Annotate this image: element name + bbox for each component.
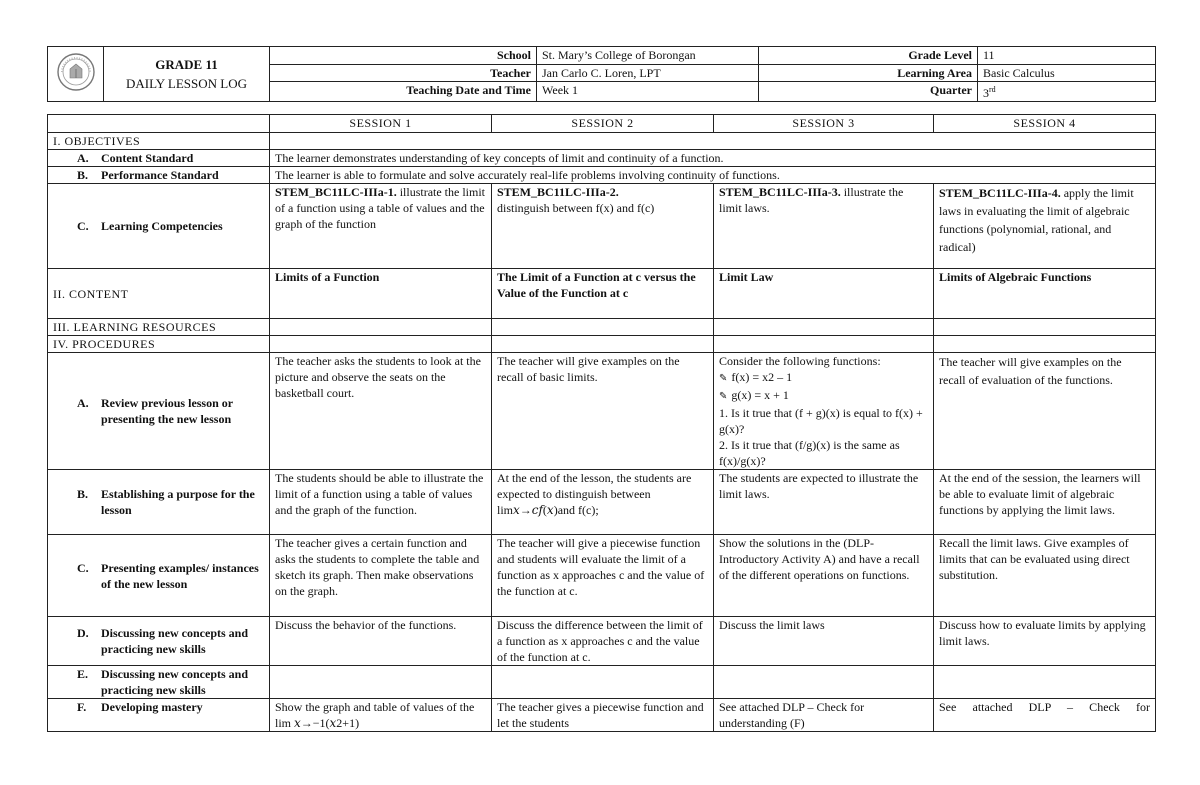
- empty-cell: [934, 666, 1156, 699]
- grade-level-label: Grade Level: [759, 47, 978, 65]
- item-number: B.: [77, 168, 89, 182]
- procedure-b-label: [48, 470, 270, 535]
- lesson-table: [47, 114, 1156, 732]
- competency-code: STEM_BC11LC-IIIa-2.: [497, 185, 619, 199]
- procedure-b-s3: The students are expected to illustrate the limit laws.: [714, 470, 934, 535]
- procedure-c-s1: The teacher gives a certain function and asks the students to complete the table and sketch its graph. Then make observations on the graph.: [270, 535, 492, 617]
- learning-area-value: Basic Calculus: [978, 65, 1156, 82]
- competency-text: distinguish between f(x) and f(c): [497, 201, 655, 215]
- item-label: Content Standard: [101, 151, 194, 165]
- procedure-a-s4: The teacher will give examples on the recall of evaluation of the functions.: [934, 353, 1156, 470]
- function-g-line: [719, 387, 928, 405]
- procedure-d-s2: Discuss the difference between the limit of a function as x approaches c and the value of the function at c.: [492, 617, 714, 666]
- date-label: Teaching Date and Time: [270, 82, 537, 102]
- competency-code: STEM_BC11LC-IIIa-3.: [719, 185, 841, 199]
- procedure-a-s2: The teacher will give examples on the recall of basic limits.: [492, 353, 714, 470]
- procedure-c-s4: Recall the limit laws. Give examples of limits that can be evaluated using direct substitution.: [934, 535, 1156, 617]
- content-standard-row: [48, 150, 1156, 167]
- empty-cell: [714, 666, 934, 699]
- item-number: D.: [77, 626, 89, 640]
- quarter-number: 3: [983, 86, 989, 100]
- objectives-heading: I. OBJECTIVES: [48, 133, 270, 150]
- objectives-row: [48, 133, 1156, 150]
- empty-cell: [492, 319, 714, 336]
- procedure-c-label: [48, 535, 270, 617]
- session-3-header: SESSION 3: [714, 115, 934, 133]
- empty-cell: [714, 336, 934, 353]
- competency-s3: [714, 184, 934, 269]
- empty-cell: [270, 133, 1156, 150]
- content-s3: Limit Law: [714, 269, 934, 319]
- procedure-b-row: [48, 470, 1156, 535]
- item-number: C.: [77, 219, 89, 233]
- competency-s1: [270, 184, 492, 269]
- procedure-f-s4: See attached DLP – Check for: [934, 699, 1156, 732]
- procedure-e-label: [48, 666, 270, 699]
- item-label: Learning Competencies: [101, 219, 223, 233]
- function-f: f(x) = x2 – 1: [731, 370, 793, 384]
- session-2-header: SESSION 2: [492, 115, 714, 133]
- procedure-f-label: [48, 699, 270, 732]
- procedure-b-s4: At the end of the session, the learners will be able to evaluate limit of algebraic functions by applying the limit laws.: [934, 470, 1156, 535]
- item-label: Developing mastery: [101, 700, 203, 714]
- procedure-f-s2: The teacher gives a piecewise function and let the students: [492, 699, 714, 732]
- item-number: F.: [77, 700, 87, 714]
- corner-cell: [48, 115, 270, 133]
- empty-cell: [492, 666, 714, 699]
- procedure-d-s4: Discuss how to evaluate limits by applying limit laws.: [934, 617, 1156, 666]
- procedure-d-s1: Discuss the behavior of the functions.: [270, 617, 492, 666]
- competency-text: illustrate the limit laws.: [719, 185, 904, 215]
- grade-title: GRADE 11: [155, 57, 218, 72]
- procedure-d-label: [48, 617, 270, 666]
- procedure-b-s1: The students should be able to illustrate the limit of a function using a table of values and the graph of the function.: [270, 470, 492, 535]
- school-seal-icon: [48, 47, 104, 102]
- content-standard-label: [48, 150, 270, 167]
- procedure-c-s2: The teacher will give a piecewise function and students will evaluate the limit of a function as x approaches c and the value of the function at c.: [492, 535, 714, 617]
- resources-row: [48, 319, 1156, 336]
- session-header-row: [48, 115, 1156, 133]
- competency-s2: [492, 184, 714, 269]
- content-row: [48, 269, 1156, 319]
- content-s4: Limits of Algebraic Functions: [934, 269, 1156, 319]
- procedure-f-row: [48, 699, 1156, 732]
- competencies-row: [48, 184, 1156, 269]
- procedure-e-row: [48, 666, 1156, 699]
- item-label: Presenting examples/ instances of the new lesson: [101, 560, 259, 591]
- procedures-row: [48, 336, 1156, 353]
- content-s2: The Limit of a Function at c versus the Value of the Function at c: [492, 269, 714, 319]
- empty-cell: [492, 336, 714, 353]
- header-table: [47, 46, 1156, 102]
- learning-area-label: Learning Area: [759, 65, 978, 82]
- quarter-suffix: rd: [989, 85, 996, 94]
- content-standard-text: The learner demonstrates understanding of key concepts of limit and continuity of a function.: [270, 150, 1156, 167]
- procedure-a-s3: [714, 353, 934, 470]
- performance-standard-label: [48, 167, 270, 184]
- competencies-label: [48, 184, 270, 269]
- quarter-value: [978, 82, 1156, 102]
- teacher-label: Teacher: [270, 65, 537, 82]
- item-label: Performance Standard: [101, 168, 219, 182]
- empty-cell: [934, 336, 1156, 353]
- date-value: Week 1: [537, 82, 759, 102]
- procedure-c-s3: Show the solutions in the (DLP-Introductory Activity A) and have a recall of the different operations on functions.: [714, 535, 934, 617]
- empty-cell: [714, 319, 934, 336]
- procedure-f-s1: Show the graph and table of values of the lim 𝑥→−1(𝑥2+1): [270, 699, 492, 732]
- content-heading: II. CONTENT: [48, 269, 270, 319]
- empty-cell: [934, 319, 1156, 336]
- procedure-b-s2: At the end of the lesson, the students are expected to distinguish between lim𝑥→𝑐𝑓(𝑥)and f(c);: [492, 470, 714, 535]
- item-number: B.: [77, 487, 89, 501]
- content-s1: Limits of a Function: [270, 269, 492, 319]
- competency-s4: [934, 184, 1156, 269]
- question-1: 1. Is it true that (f + g)(x) is equal to f(x) + g(x)?: [719, 406, 923, 436]
- item-number: A.: [77, 151, 89, 165]
- item-label: Discussing new concepts and practicing new skills: [101, 667, 249, 697]
- resources-heading: III. LEARNING RESOURCES: [48, 319, 270, 336]
- function-g: g(x) = x + 1: [731, 388, 789, 402]
- item-number: A.: [77, 396, 89, 410]
- grade-level-value: 11: [978, 47, 1156, 65]
- procedure-a-s1: The teacher asks the students to look at the picture and observe the seats on the basketball court.: [270, 353, 492, 470]
- empty-cell: [270, 336, 492, 353]
- checkbox-bullet-icon: ✎: [719, 373, 728, 384]
- procedures-heading: IV. PROCEDURES: [48, 336, 270, 353]
- empty-cell: [270, 666, 492, 699]
- school-value: St. Mary’s College of Borongan: [537, 47, 759, 65]
- competency-code: STEM_BC11LC-IIIa-4.: [939, 186, 1061, 200]
- procedure-c-row: [48, 535, 1156, 617]
- school-label: School: [270, 47, 537, 65]
- procedure-f-s3: See attached DLP – Check for understanding (F): [714, 699, 934, 732]
- functions-intro: Consider the following functions:: [719, 354, 881, 368]
- log-title-block: [104, 47, 270, 102]
- competency-code: STEM_BC11LC-IIIa-1.: [275, 185, 397, 199]
- teacher-value: Jan Carlo C. Loren, LPT: [537, 65, 759, 82]
- procedure-d-row: [48, 617, 1156, 666]
- empty-cell: [270, 319, 492, 336]
- item-label: Discussing new concepts and practicing new skills: [101, 626, 249, 656]
- procedure-a-label: [48, 353, 270, 470]
- item-label: Review previous lesson or presenting the new lesson: [101, 396, 233, 426]
- item-label: Establishing a purpose for the lesson: [101, 487, 255, 517]
- item-number: E.: [77, 667, 89, 681]
- performance-standard-row: [48, 167, 1156, 184]
- session-1-header: SESSION 1: [270, 115, 492, 133]
- checkbox-bullet-icon: ✎: [719, 391, 728, 402]
- competency-text: apply the limit laws in evaluating the limit of algebraic functions (polynomial, rational, and radical): [939, 186, 1134, 254]
- question-2: 2. Is it true that (f/g)(x) is the same as f(x)/g(x)?: [719, 438, 900, 468]
- session-4-header: SESSION 4: [934, 115, 1156, 133]
- procedure-d-s3: Discuss the limit laws: [714, 617, 934, 666]
- quarter-label: Quarter: [759, 82, 978, 102]
- competency-text: illustrate the limit of a function using a table of values and the graph of the function: [275, 185, 486, 231]
- performance-standard-text: The learner is able to formulate and solve accurately real-life problems involving continuity of functions.: [270, 167, 1156, 184]
- procedure-a-row: [48, 353, 1156, 470]
- function-f-line: [719, 369, 928, 387]
- item-number: C.: [77, 560, 89, 575]
- log-title: DAILY LESSON LOG: [126, 76, 247, 91]
